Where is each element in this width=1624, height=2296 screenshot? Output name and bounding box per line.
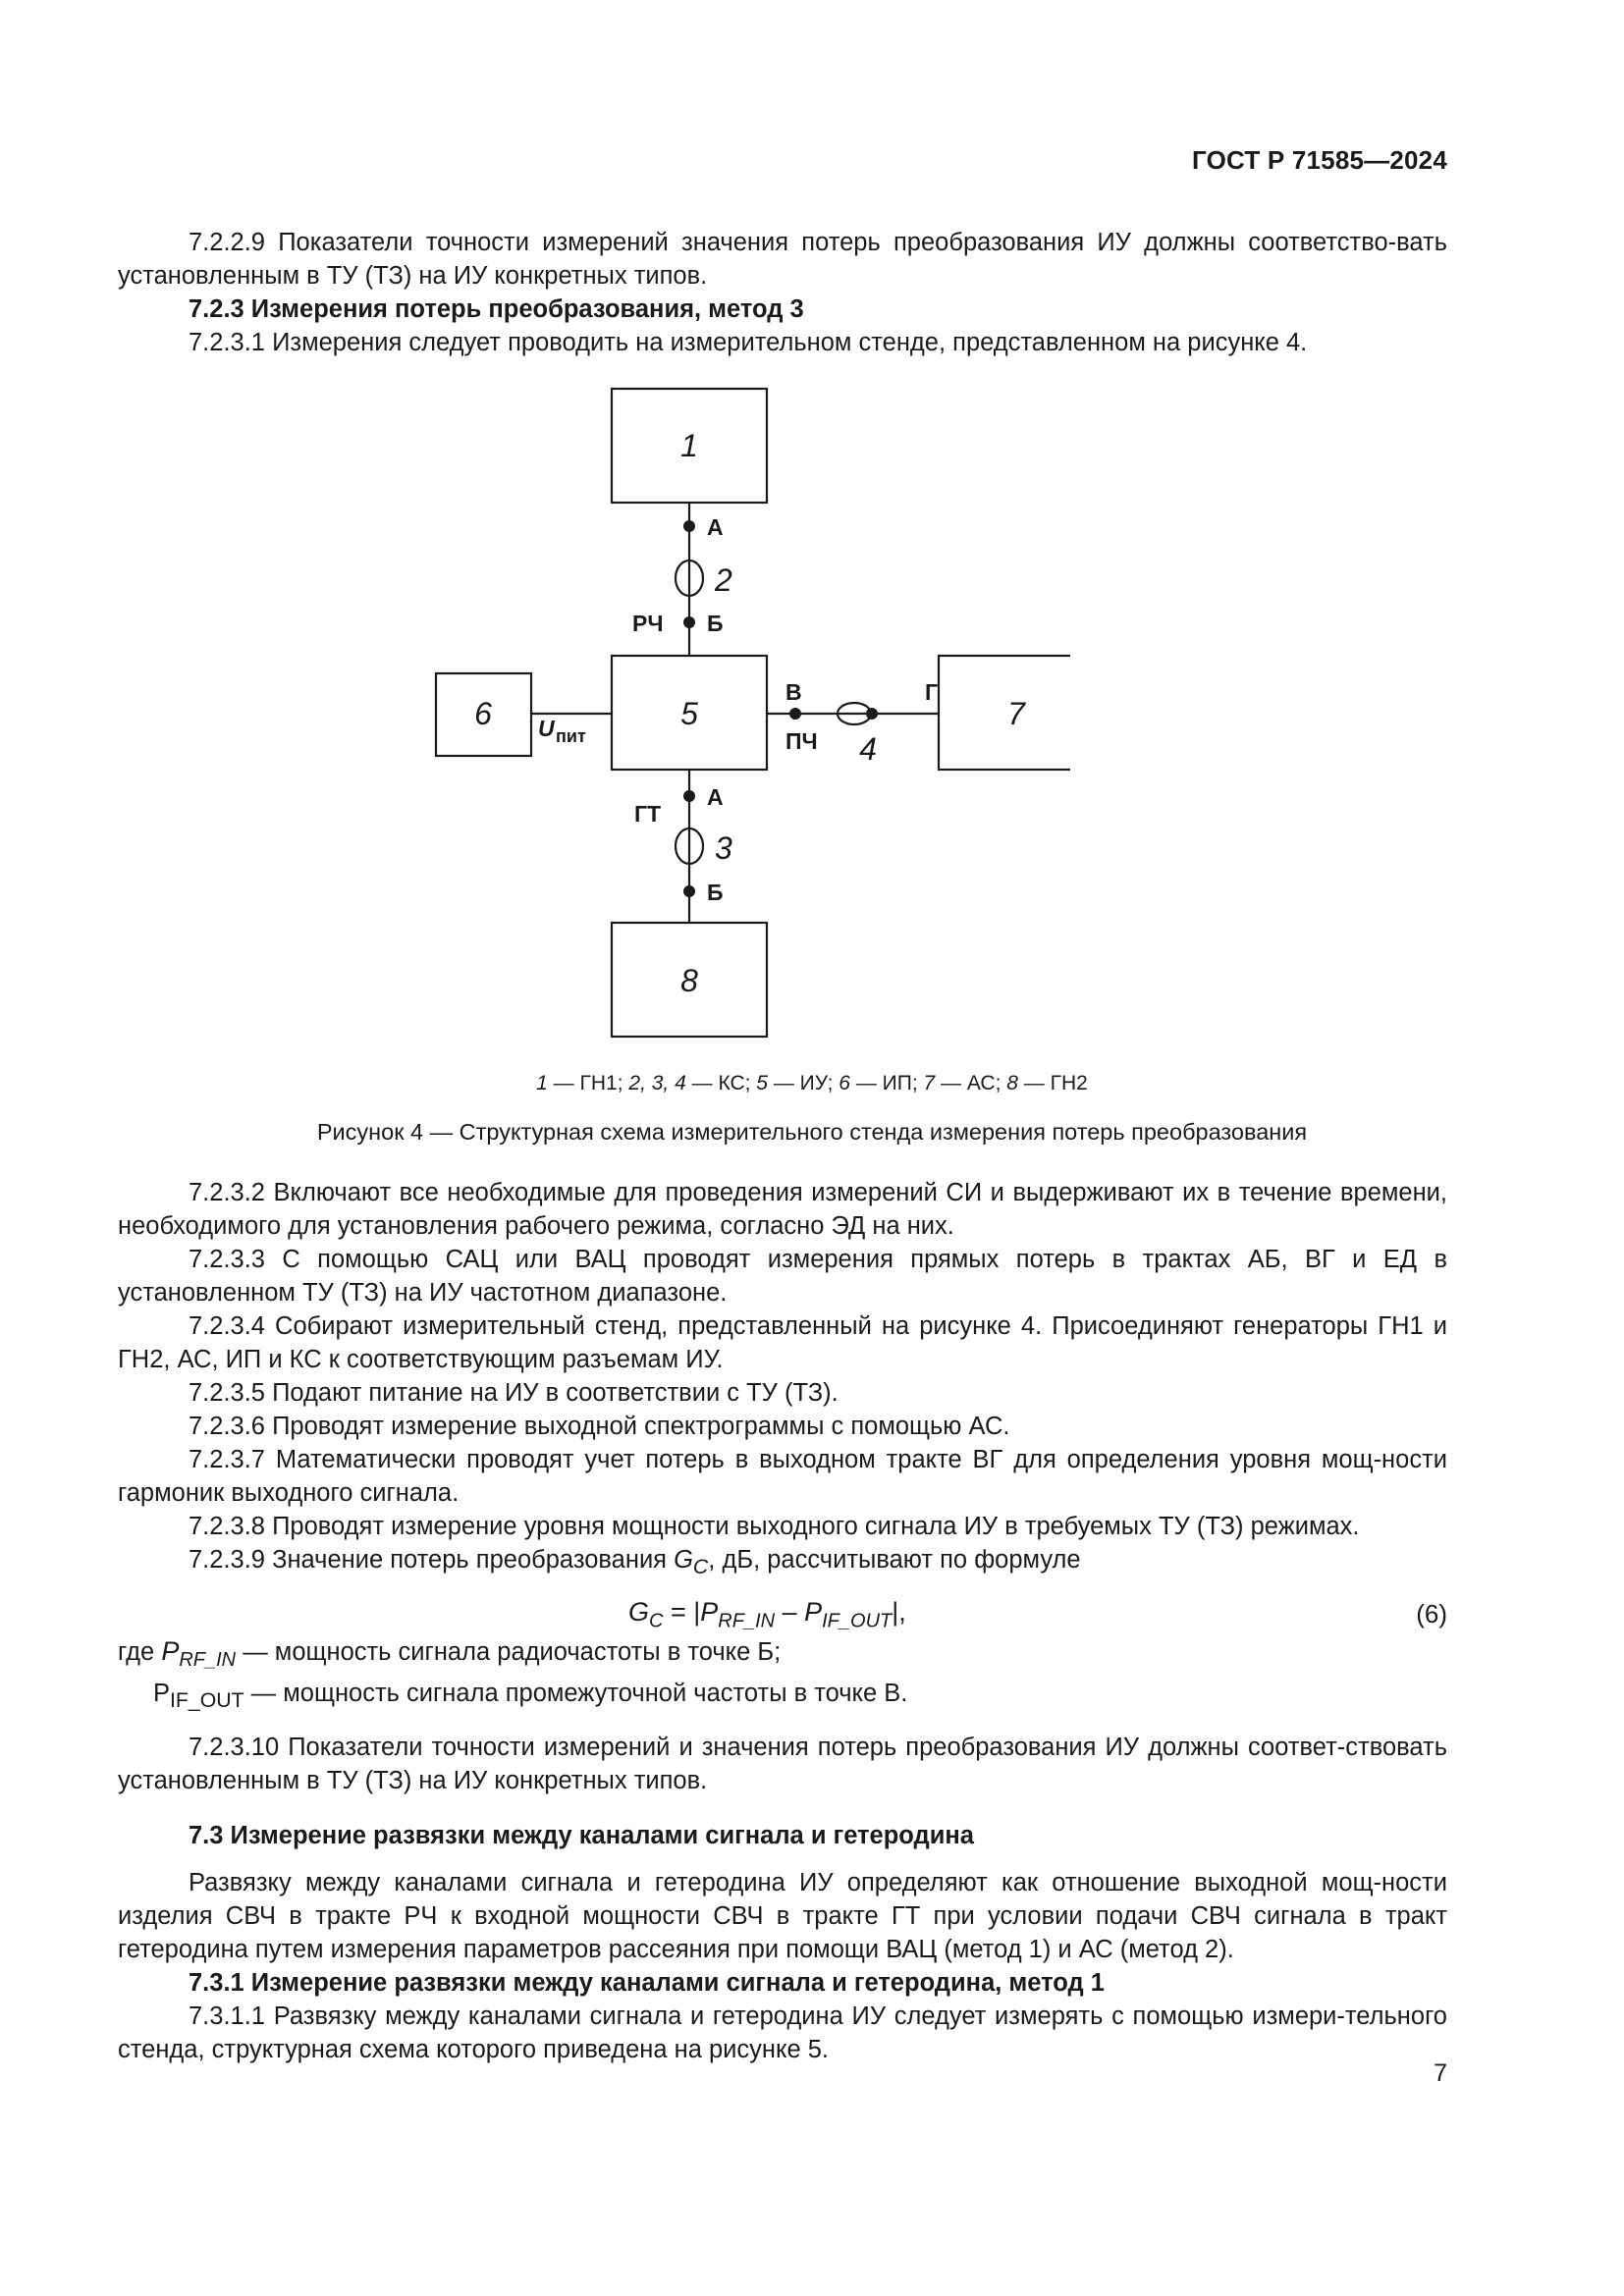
dot-b-bottom	[683, 885, 695, 897]
legend-key-1: 1	[536, 1072, 548, 1095]
where-line-1	[118, 1634, 1447, 1677]
para-7-2-3-7: 7.2.3.7 Математически проводят учет потерь в выходном тракте ВГ для определения уровня мощ-ности гармоник выходного сигнала.	[118, 1446, 1447, 1507]
legend-key-2: 2, 3, 4	[628, 1072, 686, 1095]
block-7	[939, 656, 1070, 770]
dot-a-top	[683, 520, 695, 532]
block-8-label: 8	[680, 963, 698, 998]
formula-p2: P	[804, 1597, 823, 1628]
para-7-2-2-9: 7.2.2.9 Показатели точности измерений значения потерь преобразования ИУ должны соответство-вать установленным в ТУ (ТЗ) на ИУ конкретных типов.	[118, 229, 1447, 290]
label-a-top: А	[707, 514, 724, 540]
heading-7-2-3: 7.2.3 Измерения потерь преобразования, метод 3	[189, 295, 804, 323]
p7239-pre: 7.2.3.9 Значение потерь преобразования	[189, 1546, 675, 1574]
para-7-2-3-2: 7.2.3.2 Включают все необходимые для проведения измерений СИ и выдерживают их в течение времени, необходимого для установления рабочего режима, согласно ЭД на них.	[118, 1179, 1447, 1240]
doc-header: ГОСТ Р 71585—2024	[1192, 145, 1447, 175]
where-symbol-2-sub: IF_OUT	[170, 1688, 244, 1713]
where-desc-2: — мощность сигнала промежуточной частоты в точке В.	[244, 1680, 908, 1708]
legend-text-1: — ГН1;	[547, 1072, 629, 1095]
block-2-label: 2	[715, 562, 732, 598]
label-v: В	[785, 679, 802, 705]
para-7-2-3-10: 7.2.3.10 Показатели точности измерений и значения потерь преобразования ИУ должны соответ-ствовать установленным в ТУ (ТЗ) на ИУ конкретных типов.	[118, 1734, 1447, 1795]
para-7-2-3-9	[118, 1543, 1447, 1583]
para-7-3: Развязку между каналами сигнала и гетеродина ИУ определяют как отношение выходной мощ-ности изделия СВЧ в тракте РЧ к входной мощности СВЧ в тракте ГТ при условии подачи СВЧ сигнала в тракт гетеродина путем измерения параметров рассеяния при помощи ВАЦ (метод 1) и АС (метод 2).	[118, 1869, 1447, 1964]
figure-legend	[0, 1072, 1624, 1095]
formula-p1: P	[700, 1597, 719, 1628]
label-if: ПЧ	[785, 728, 818, 754]
para-7-2-3-4: 7.2.3.4 Собирают измерительный стенд, представленный на рисунке 4. Присоединяют генераторы ГН1 и ГН2, АС, ИП и КС к соответствующим разъемам ИУ.	[118, 1312, 1447, 1373]
legend-text-5: — ИУ;	[767, 1072, 839, 1095]
legend-key-7: 7	[923, 1072, 936, 1095]
figure-caption: Рисунок 4 — Структурная схема измерительного стенда измерения потерь преобразования	[316, 1119, 1308, 1145]
where-lead: где	[118, 1638, 162, 1667]
formula-expression	[628, 1595, 906, 1637]
legend-key-8: 8	[1006, 1072, 1018, 1095]
p7239-post: , дБ, рассчитывают по формуле	[708, 1546, 1081, 1574]
legend-text-6: — ИП;	[849, 1072, 924, 1095]
upper-text	[118, 226, 1447, 359]
legend-key-6: 6	[839, 1072, 850, 1095]
para-7-2-3-6: 7.2.3.6 Проводят измерение выходной спектрограммы с помощью АС.	[189, 1413, 1010, 1440]
block-5-label: 5	[680, 696, 698, 731]
lower-text	[118, 1176, 1447, 2066]
legend-text-8: — ГН2	[1017, 1072, 1088, 1095]
block-3-label: 3	[715, 830, 732, 866]
dot-v	[789, 708, 801, 720]
formula-lhs-sub: C	[649, 1610, 664, 1632]
formula-p2-sub: IF_OUT	[822, 1610, 893, 1632]
para-7-3-1-1: 7.3.1.1 Развязку между каналами сигнала и гетеродина ИУ следует измерять с помощью измери-тельного стенда, структурная схема которого приведена на рисунке 5.	[118, 2002, 1447, 2064]
p7239-subscript: C	[692, 1555, 709, 1579]
block-1-label: 1	[680, 428, 698, 463]
formula-end: |,	[892, 1597, 906, 1628]
formula-number: (6)	[1416, 1599, 1447, 1629]
dot-g	[866, 708, 878, 720]
where-line-2	[118, 1677, 1447, 1717]
label-rf: РЧ	[632, 611, 664, 636]
para-7-2-3-5: 7.2.3.5 Подают питание на ИУ в соответствии с ТУ (ТЗ).	[189, 1379, 839, 1407]
where-symbol-2: P	[153, 1680, 171, 1708]
legend-text-7: — АС;	[935, 1072, 1007, 1095]
block-4-label: 4	[859, 731, 877, 767]
where-symbol-1: P	[161, 1636, 180, 1667]
heading-7-3: 7.3 Измерение развязки между каналами сигнала и гетеродина	[189, 1822, 974, 1850]
label-u-sub: пит	[556, 726, 586, 746]
formula-eq: = |	[663, 1597, 701, 1628]
where-symbol-1-sub: RF_IN	[179, 1649, 237, 1672]
page-number: 7	[1434, 2059, 1447, 2087]
formula-p1-sub: RF_IN	[718, 1610, 776, 1632]
formula-lhs: G	[628, 1597, 650, 1628]
block-diagram	[422, 381, 1070, 1048]
label-b-bottom: Б	[707, 880, 724, 905]
label-u: U	[538, 716, 555, 741]
dot-b-top	[683, 616, 695, 628]
where-desc-1: — мощность сигнала радиочастоты в точке Б;	[236, 1638, 782, 1667]
label-lo: ГТ	[634, 801, 662, 827]
dot-a-bottom	[683, 790, 695, 802]
block-6-label: 6	[474, 696, 492, 731]
label-g: Г	[925, 679, 939, 705]
p7239-symbol: G	[674, 1546, 693, 1574]
label-a-bottom: А	[707, 784, 724, 810]
heading-7-3-1: 7.3.1 Измерение развязки между каналами сигнала и гетеродина, метод 1	[189, 1969, 1105, 1998]
legend-key-5: 5	[756, 1072, 768, 1095]
block-7-label: 7	[1007, 696, 1025, 731]
formula-minus: –	[775, 1597, 805, 1628]
para-7-2-3-1: 7.2.3.1 Измерения следует проводить на измерительном стенде, представленном на рисунке 4.	[189, 329, 1308, 356]
para-7-2-3-8: 7.2.3.8 Проводят измерение уровня мощности выходного сигнала ИУ в требуемых ТУ (ТЗ) режимах.	[189, 1513, 1360, 1540]
label-b-top: Б	[707, 611, 724, 636]
para-7-2-3-3: 7.2.3.3 С помощью САЦ или ВАЦ проводят измерения прямых потерь в трактах АБ, ВГ и ЕД в установленном ТУ (ТЗ) на ИУ частотном диапазоне.	[118, 1246, 1447, 1307]
formula-6	[118, 1589, 1447, 1634]
legend-text-2: — КС;	[685, 1072, 757, 1095]
